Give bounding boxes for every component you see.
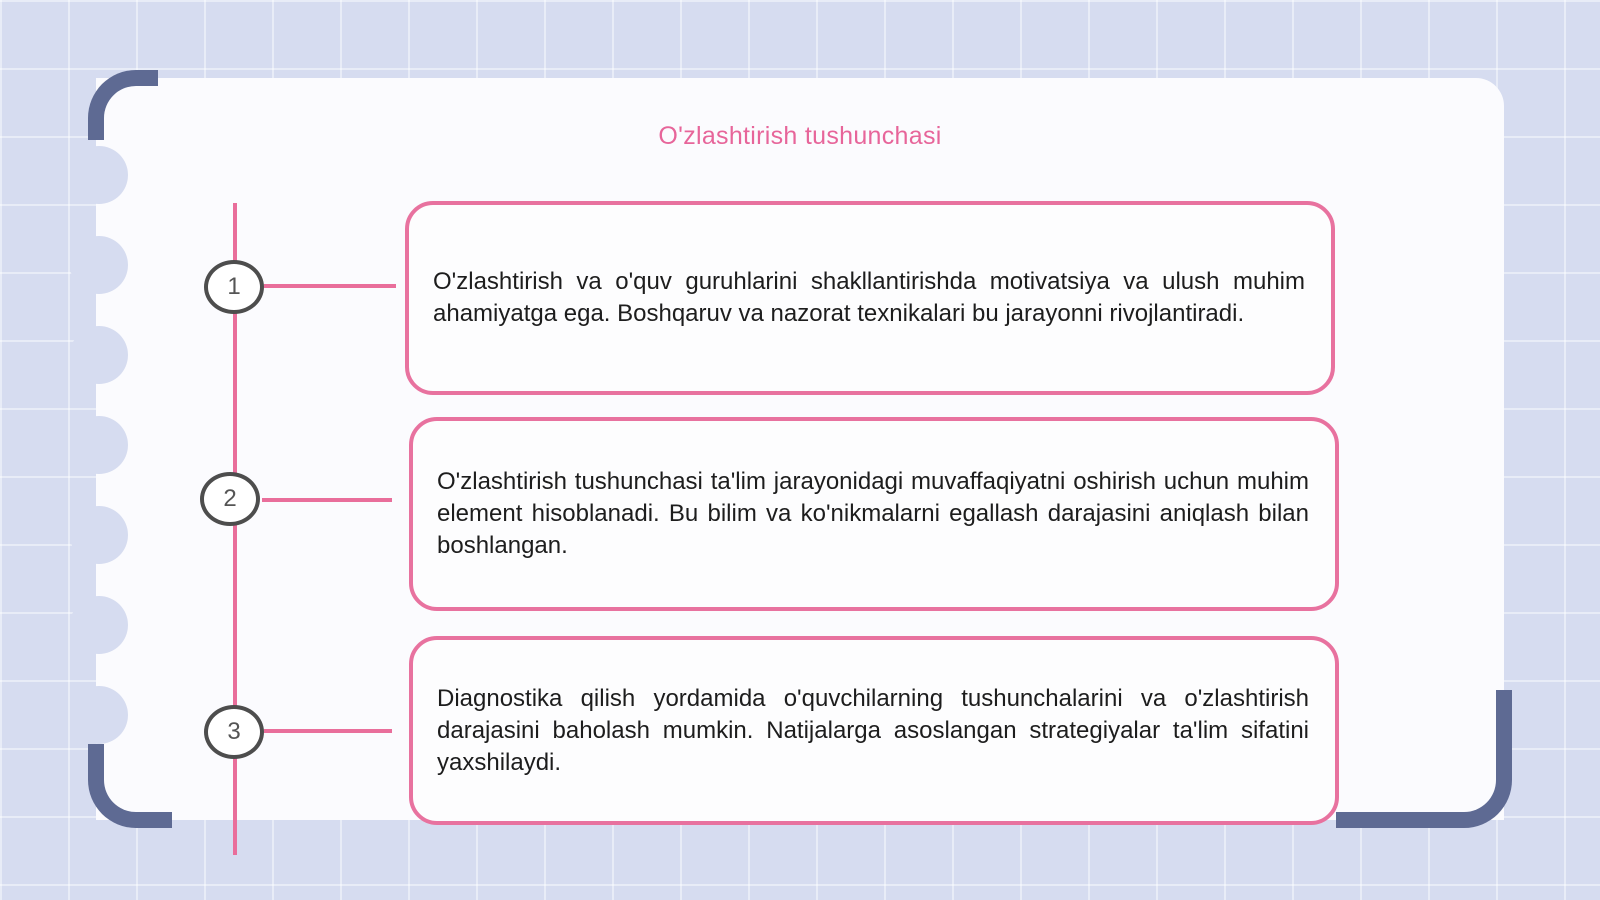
slide-title: O'zlashtirish tushunchasi <box>658 122 942 150</box>
content-text-2: O'zlashtirish tushunchasi ta'lim jarayonidagi muvaffaqiyatni oshirish uchun muhim element hisoblanadi. Bu bilim va ko'nikmalarni egallash darajasini aniqlash bilan boshlangan. <box>437 468 1309 559</box>
timeline-connector <box>264 284 396 288</box>
timeline-node-3: 3 <box>204 705 264 759</box>
timeline-connector <box>262 498 392 502</box>
scallop-decoration <box>70 416 128 474</box>
scallop-decoration <box>70 506 128 564</box>
frame-corner-bottom-right <box>1336 690 1512 828</box>
scallop-decoration <box>70 326 128 384</box>
content-box-1 <box>405 201 1335 395</box>
content-box-2 <box>409 417 1339 611</box>
scallop-decoration <box>70 596 128 654</box>
timeline-connector <box>264 729 392 733</box>
scallop-decoration <box>70 236 128 294</box>
content-text-3: Diagnostika qilish yordamida o'quvchilarning tushunchalarini va o'zlashtirish darajasini baholash mumkin. Natijalarga asoslangan strategiyalar ta'lim sifatini yaxshilaydi. <box>437 684 1309 776</box>
timeline-node-2: 2 <box>200 472 260 526</box>
scallop-decoration <box>70 146 128 204</box>
timeline-node-1: 1 <box>204 260 264 314</box>
content-text-1: O'zlashtirish va o'quv guruhlarini shakllantirishda motivatsiya va ulush muhim ahamiyatga ega. Boshqaruv va nazorat texnikalari bu jarayonni rivojlantiradi. <box>433 268 1305 327</box>
content-box-3 <box>409 636 1339 825</box>
scallop-decoration <box>70 686 128 744</box>
